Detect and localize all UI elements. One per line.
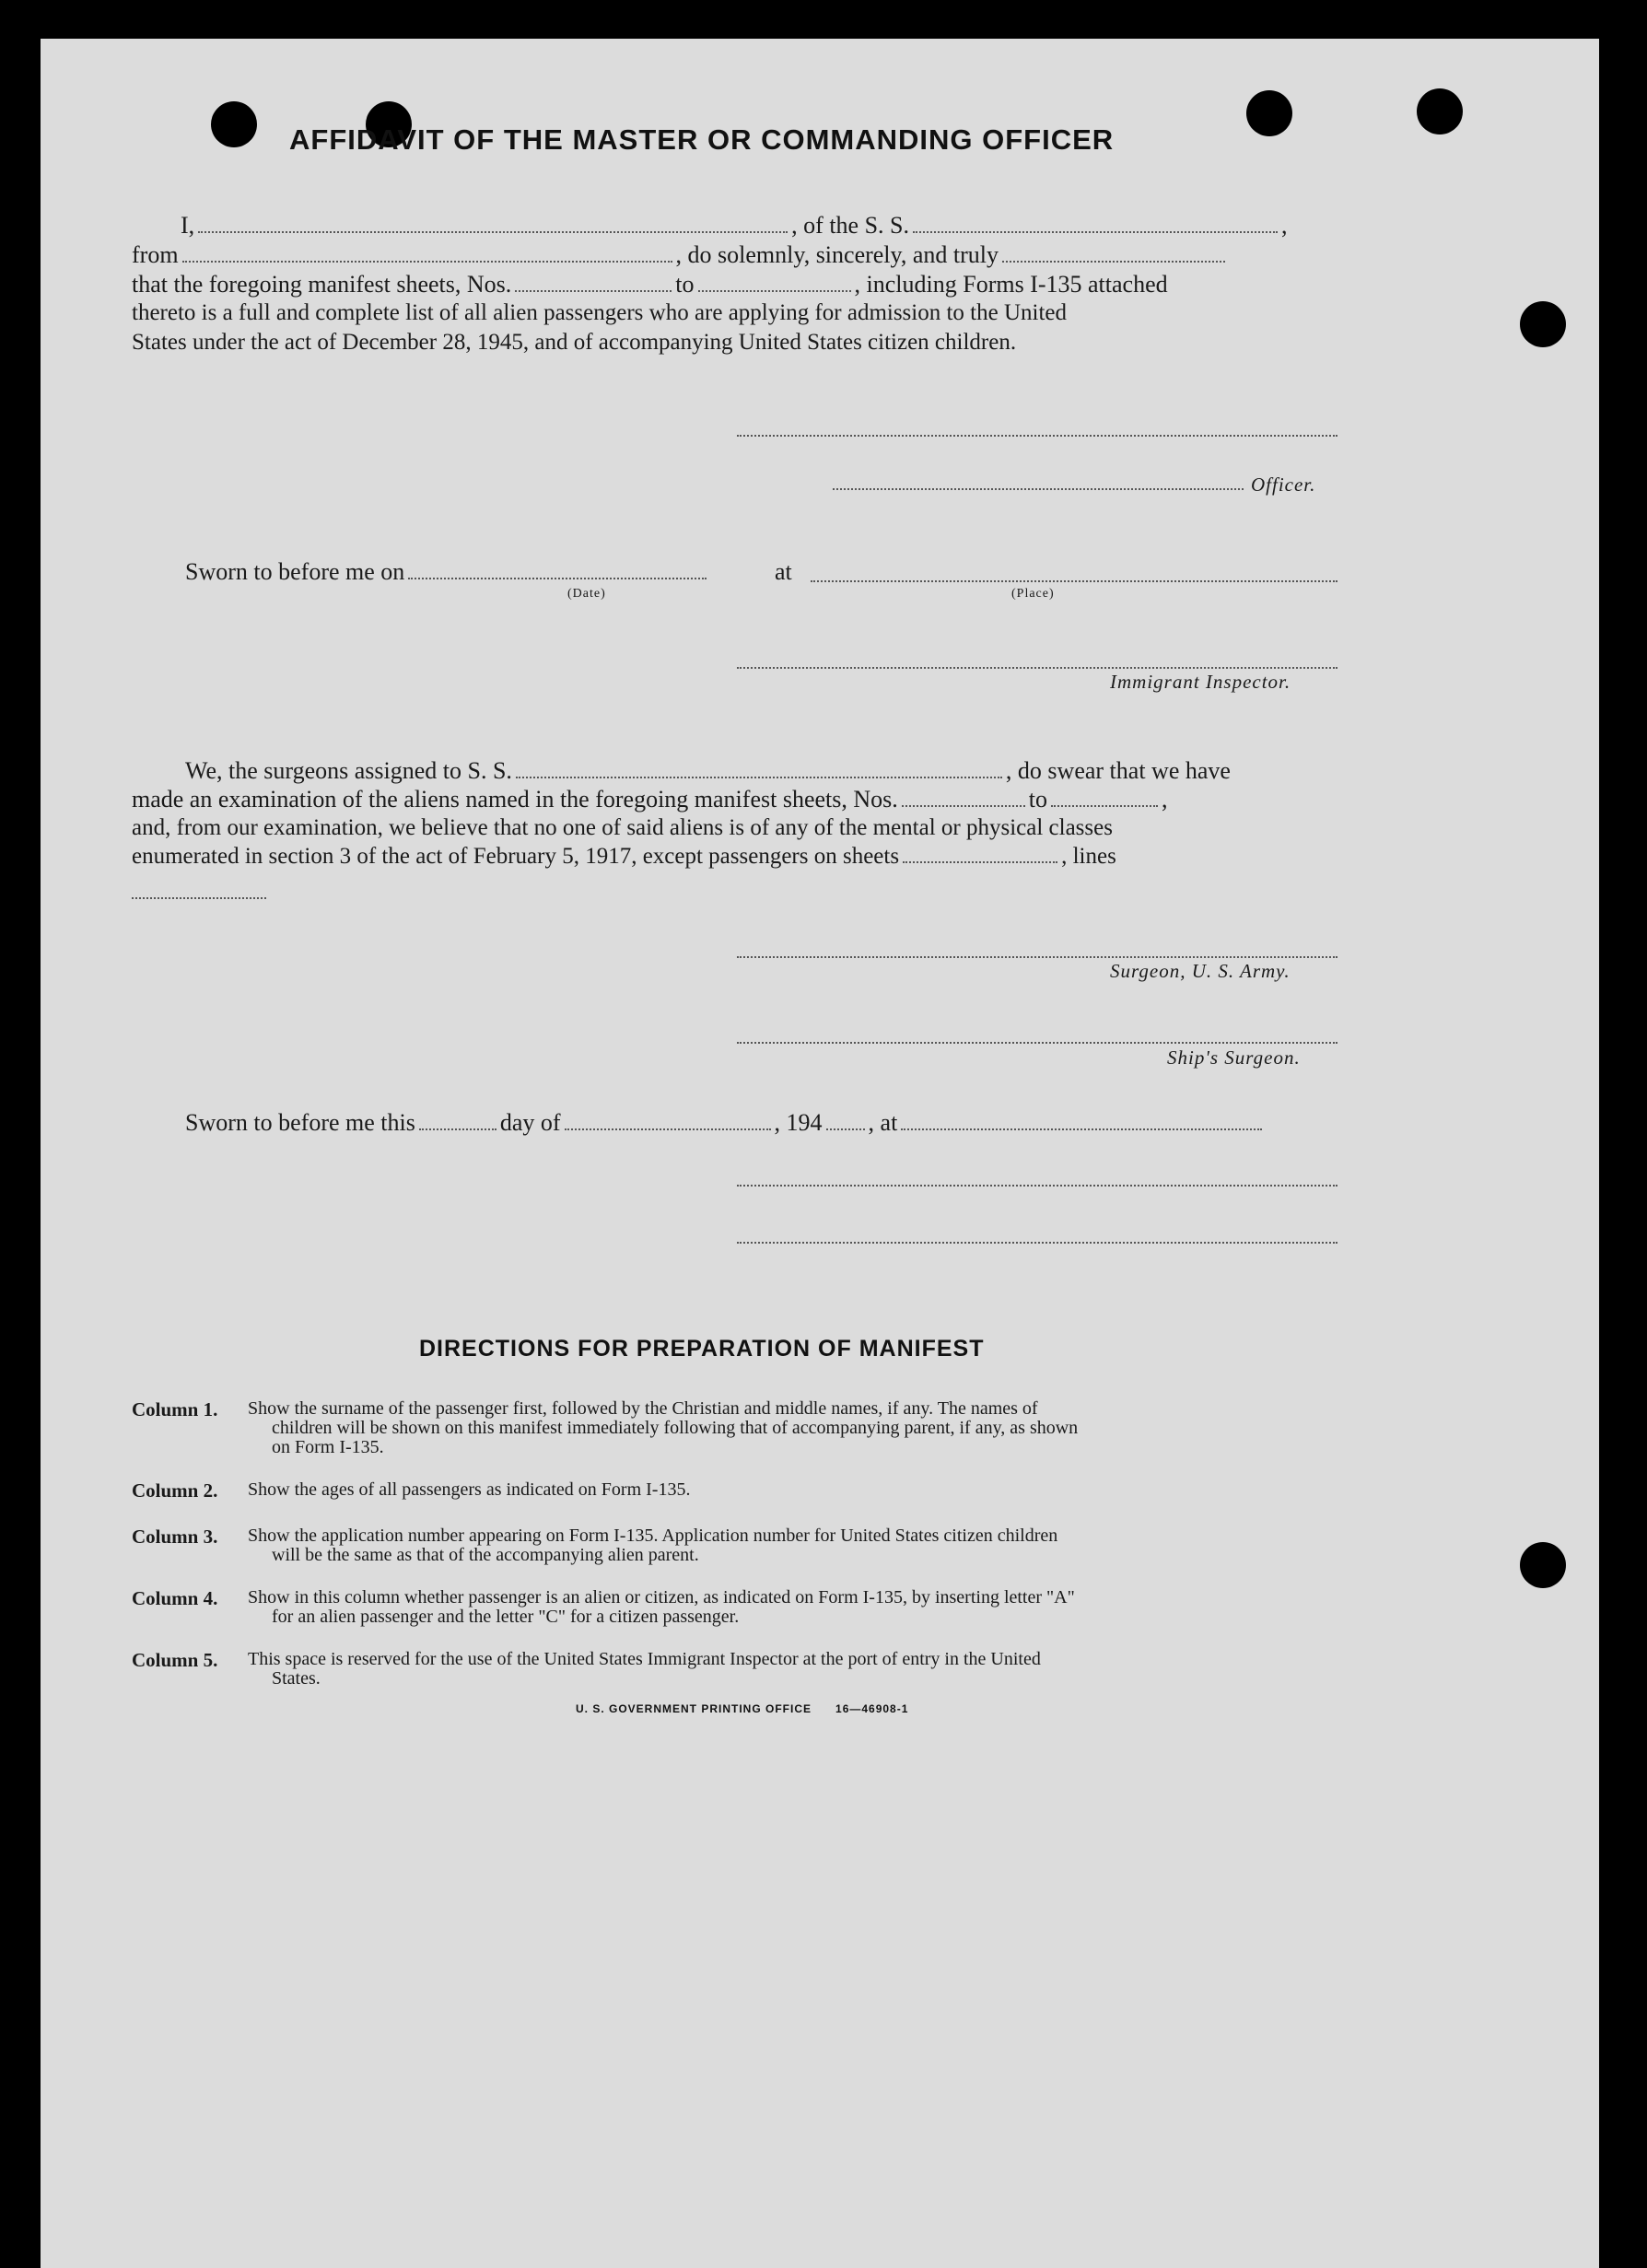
master-line-1: I, , of the S. S. , (181, 212, 1288, 239)
column-5-label: Column 5. (132, 1649, 218, 1671)
punch-hole (1520, 1542, 1566, 1588)
column-3-label: Column 3. (132, 1526, 218, 1548)
surgeons-line-1: We, the surgeons assigned to S. S. , do swear that we have (185, 757, 1231, 784)
column-2-text: Show the ages of all passengers as indicated on Form I-135. (248, 1479, 691, 1500)
army-surgeon-caption: Surgeon, U. S. Army. (1110, 960, 1291, 982)
master-line-5: States under the act of December 28, 1945, and of accompanying United States citizen children. (132, 330, 1017, 355)
surgeons-line-2: made an examination of the aliens named in the foregoing manifest sheets, Nos. to , (132, 786, 1168, 813)
signature-line (737, 1042, 1337, 1044)
lines-blank (132, 897, 266, 899)
master-line-2: from , do solemnly, sincerely, and truly (132, 241, 1229, 269)
place-caption: (Place) (1011, 587, 1055, 601)
column-5-text: This space is reserved for the use of the United States Immigrant Inspector at the port of entry in the United States. (248, 1649, 1041, 1689)
signature-line (737, 956, 1337, 958)
surgeons-line-3: and, from our examination, we believe that no one of said aliens is of any of the mental or physical classes (132, 815, 1113, 840)
signature-line (737, 667, 1337, 669)
punch-hole (1246, 90, 1292, 136)
punch-hole (1520, 301, 1566, 347)
sworn-before-me-line: Sworn to before me on (185, 558, 710, 586)
sworn-day-line: Sworn to before me this day of , 194 , at (185, 1109, 1266, 1137)
surgeons-line-4: enumerated in section 3 of the act of February 5, 1917, except passengers on sheets , lines (132, 844, 1116, 869)
officer-caption: Officer. (1251, 473, 1316, 496)
directions-title: DIRECTIONS FOR PREPARATION OF MANIFEST (419, 1336, 985, 1362)
inspector-caption: Immigrant Inspector. (1110, 671, 1291, 693)
master-line-3: that the foregoing manifest sheets, Nos. to , including Forms I-135 attached (132, 271, 1168, 298)
place-line (811, 580, 1337, 582)
signature-line (833, 488, 1244, 490)
printing-office-footer: U. S. GOVERNMENT PRINTING OFFICE 16—46908-1 (576, 1702, 909, 1715)
signature-line (737, 1242, 1337, 1244)
column-1-text: Show the surname of the passenger first, followed by the Christian and middle names, if any. The names of children will be shown on this manifest immediately following that of accompanying parent, if any, as shown on Form I-135. (248, 1398, 1079, 1457)
punch-hole (1417, 88, 1463, 134)
signature-line (737, 1185, 1337, 1187)
column-4-text: Show in this column whether passenger is an alien or citizen, as indicated on Form I-135, by inserting letter "A" for an alien passenger and the letter "C" for a citizen passenger. (248, 1587, 1075, 1627)
ships-surgeon-caption: Ship's Surgeon. (1167, 1046, 1301, 1069)
punch-hole (211, 101, 257, 147)
sworn-at-label: at (775, 558, 792, 585)
date-caption: (Date) (567, 587, 606, 601)
column-2-label: Column 2. (132, 1479, 218, 1502)
column-3-text: Show the application number appearing on Form I-135. Application number for United States citizen children will be the same as that of the accompanying alien parent. (248, 1526, 1058, 1565)
form-sheet (41, 39, 1599, 2268)
column-1-label: Column 1. (132, 1398, 218, 1420)
page-title: AFFIDAVIT OF THE MASTER OR COMMANDING OFFICER (289, 123, 1115, 156)
signature-line (737, 435, 1337, 437)
master-line-4: thereto is a full and complete list of all alien passengers who are applying for admission to the United (132, 300, 1068, 325)
column-4-label: Column 4. (132, 1587, 218, 1609)
